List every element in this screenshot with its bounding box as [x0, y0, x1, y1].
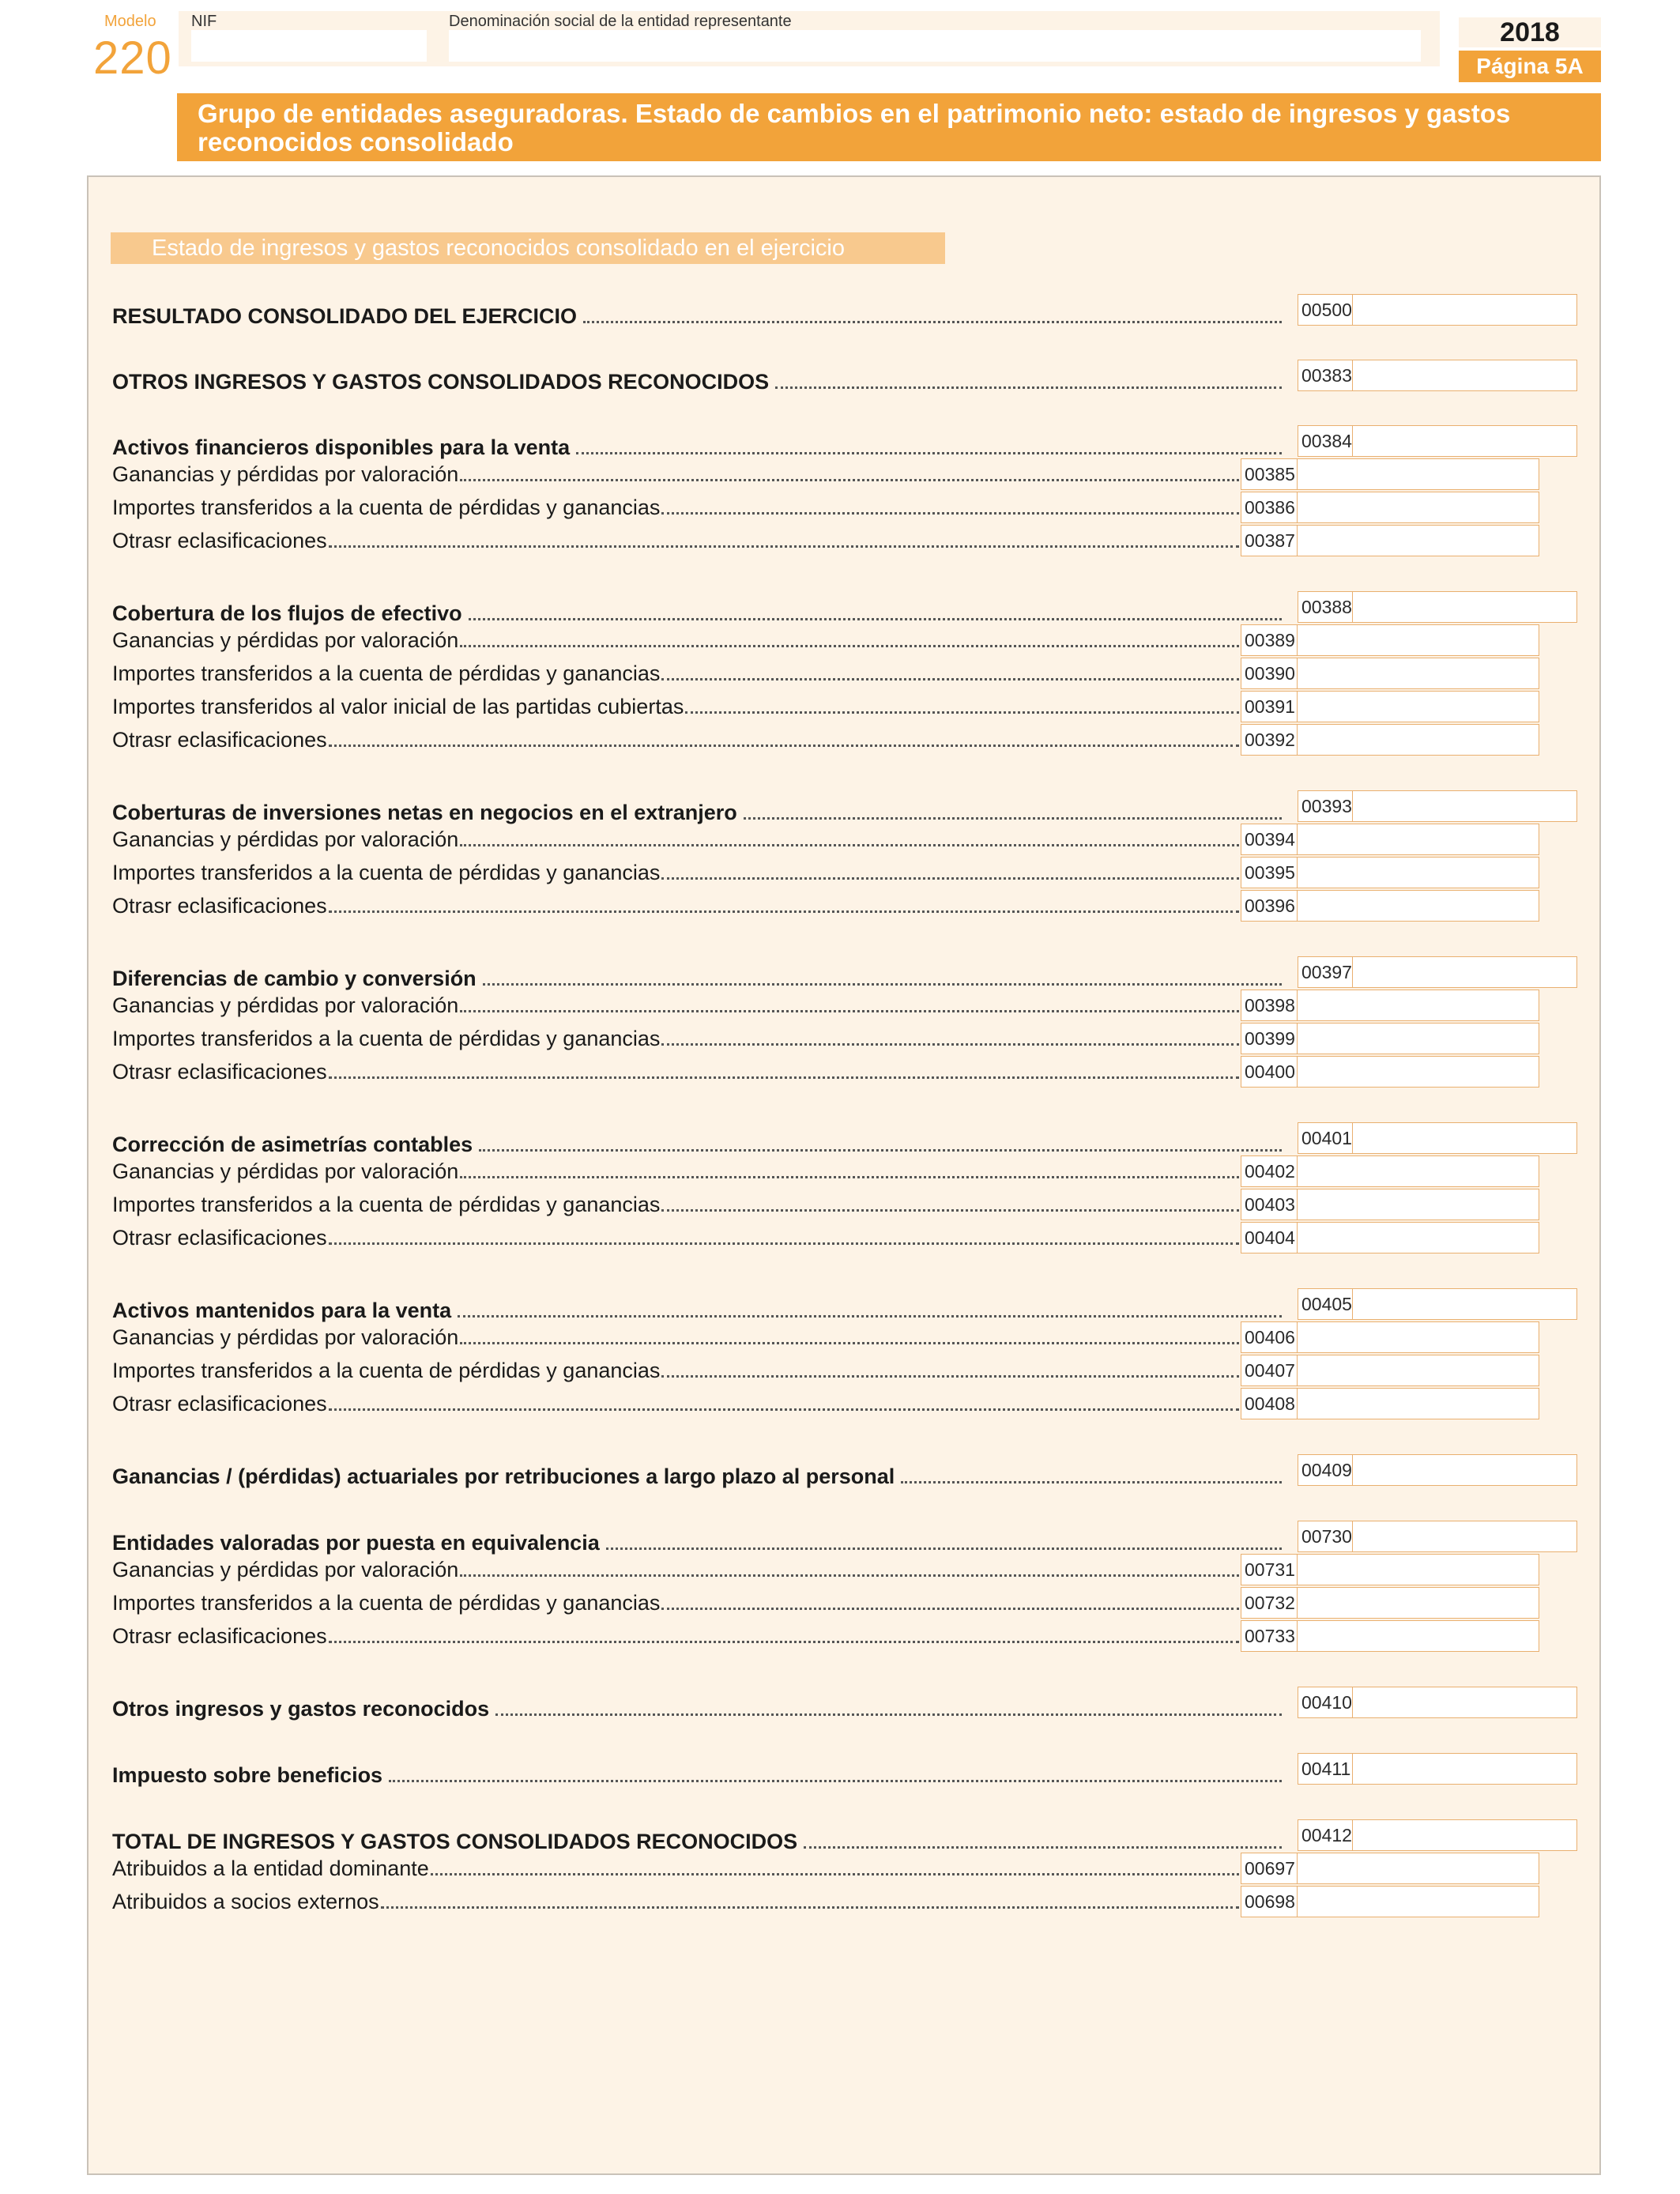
leader-dots	[901, 1481, 1282, 1483]
leader-dots	[460, 1342, 1239, 1344]
amount-field-00391[interactable]	[1298, 691, 1539, 722]
box-code: 00402	[1241, 1155, 1298, 1187]
row-label: Atribuidos a socios externos	[112, 1890, 379, 1913]
box-code: 00383	[1298, 360, 1353, 391]
amount-field-00384[interactable]	[1353, 425, 1577, 457]
row-label: Activos mantenidos para la venta	[112, 1299, 452, 1322]
nif-label: NIF	[191, 13, 217, 30]
box-code: 00386	[1241, 492, 1298, 523]
leader-dots	[775, 386, 1282, 389]
row-label: Ganancias y pérdidas por valoración	[112, 1159, 459, 1183]
leader-dots	[460, 844, 1239, 846]
row-label: Otrasr eclasificaciones	[112, 894, 327, 918]
row-label: Otrasr eclasificaciones	[112, 1226, 327, 1250]
row-label: TOTAL DE INGRESOS Y GASTOS CONSOLIDADOS RECONOCIDOS	[112, 1830, 798, 1853]
amount-field-00385[interactable]	[1298, 458, 1539, 490]
box-code: 00396	[1241, 890, 1298, 922]
section-title: Estado de ingresos y gastos reconocidos consolidado en el ejercicio	[111, 232, 945, 264]
row-label: Otrasr eclasificaciones	[112, 728, 327, 752]
leader-dots	[483, 983, 1282, 986]
leader-dots	[606, 1547, 1282, 1550]
box-code: 00412	[1298, 1819, 1353, 1851]
amount-field-00409[interactable]	[1353, 1454, 1577, 1486]
leader-dots	[661, 1043, 1239, 1046]
row-label: Ganancias y pérdidas por valoración	[112, 628, 459, 652]
leader-dots	[583, 321, 1282, 323]
amount-field-00698[interactable]	[1298, 1886, 1539, 1917]
denominacion-input[interactable]	[449, 30, 1421, 62]
leader-dots	[329, 1242, 1239, 1245]
form-title-line-2: reconocidos consolidado	[198, 127, 514, 156]
amount-field-00412[interactable]	[1353, 1819, 1577, 1851]
row-label: OTROS INGRESOS Y GASTOS CONSOLIDADOS RECONOCIDOS	[112, 370, 770, 394]
box-code: 00390	[1241, 658, 1298, 689]
amount-field-00383[interactable]	[1353, 360, 1577, 391]
leader-dots	[460, 1574, 1239, 1577]
box-code: 00401	[1298, 1122, 1353, 1154]
box-code: 00411	[1298, 1753, 1353, 1785]
row-label: Diferencias de cambio y conversión	[112, 967, 477, 990]
row-label: Importes transferidos a la cuenta de pérdidas y ganancias	[112, 1359, 661, 1382]
leader-dots	[329, 1641, 1239, 1643]
amount-field-00402[interactable]	[1298, 1155, 1539, 1187]
amount-field-00730[interactable]	[1353, 1521, 1577, 1552]
amount-field-00399[interactable]	[1298, 1023, 1539, 1054]
leader-dots	[495, 1713, 1282, 1716]
row-label: Importes transferidos al valor inicial de las partidas cubiertas	[112, 695, 684, 718]
amount-field-00392[interactable]	[1298, 724, 1539, 756]
row-label: Ganancias y pérdidas por valoración	[112, 827, 459, 851]
amount-field-00389[interactable]	[1298, 624, 1539, 656]
box-code: 00387	[1241, 525, 1298, 556]
row-label: Otrasr eclasificaciones	[112, 529, 327, 552]
modelo-label: Modelo	[104, 13, 156, 30]
box-code: 00730	[1298, 1521, 1353, 1552]
row-label: Ganancias y pérdidas por valoración	[112, 993, 459, 1017]
row-label: Importes transferidos a la cuenta de pérdidas y ganancias	[112, 861, 661, 884]
row-label: Otros ingresos y gastos reconocidos	[112, 1697, 490, 1721]
row-label: Importes transferidos a la cuenta de pérdidas y ganancias	[112, 1193, 661, 1216]
leader-dots	[458, 1315, 1282, 1318]
leader-dots	[661, 1375, 1239, 1378]
leader-dots	[381, 1906, 1239, 1909]
row-label: Otrasr eclasificaciones	[112, 1392, 327, 1416]
row-label: Importes transferidos a la cuenta de pérdidas y ganancias	[112, 1591, 661, 1615]
box-code: 00388	[1298, 591, 1353, 623]
page-label: Página 5A	[1459, 51, 1601, 82]
box-code: 00409	[1298, 1454, 1353, 1486]
leader-dots	[329, 910, 1239, 913]
leader-dots	[431, 1873, 1239, 1875]
amount-field-00398[interactable]	[1298, 990, 1539, 1021]
box-code: 00395	[1241, 857, 1298, 888]
amount-field-00410[interactable]	[1353, 1687, 1577, 1718]
amount-field-00408[interactable]	[1298, 1388, 1539, 1419]
leader-dots	[460, 479, 1239, 481]
amount-field-00393[interactable]	[1353, 790, 1577, 822]
denominacion-label: Denominación social de la entidad representante	[449, 13, 792, 30]
box-code: 00393	[1298, 790, 1353, 822]
box-code: 00403	[1241, 1189, 1298, 1220]
leader-dots	[389, 1780, 1282, 1782]
form-title	[177, 93, 1601, 161]
amount-field-00394[interactable]	[1298, 824, 1539, 855]
leader-dots	[661, 1209, 1239, 1212]
row-label: RESULTADO CONSOLIDADO DEL EJERCICIO	[112, 304, 578, 328]
amount-field-00387[interactable]	[1298, 525, 1539, 556]
amount-field-00405[interactable]	[1353, 1288, 1577, 1320]
leader-dots	[329, 1408, 1239, 1411]
row-label: Ganancias y pérdidas por valoración	[112, 462, 459, 486]
leader-dots	[661, 678, 1239, 680]
amount-field-00733[interactable]	[1298, 1620, 1539, 1652]
box-code: 00404	[1241, 1222, 1298, 1253]
box-code: 00389	[1241, 624, 1298, 656]
box-code: 00408	[1241, 1388, 1298, 1419]
box-code: 00384	[1298, 425, 1353, 457]
box-code: 00398	[1241, 990, 1298, 1021]
amount-field-00397[interactable]	[1353, 956, 1577, 988]
box-code: 00405	[1298, 1288, 1353, 1320]
row-label: Ganancias y pérdidas por valoración	[112, 1325, 459, 1349]
box-code: 00697	[1241, 1853, 1298, 1884]
leader-dots	[329, 745, 1239, 747]
row-label: Entidades valoradas por puesta en equivalencia	[112, 1531, 600, 1555]
amount-field-00697[interactable]	[1298, 1853, 1539, 1884]
box-code: 00410	[1298, 1687, 1353, 1718]
leader-dots	[460, 1176, 1239, 1178]
box-code: 00392	[1241, 724, 1298, 756]
row-label: Importes transferidos a la cuenta de pérdidas y ganancias	[112, 1027, 661, 1050]
row-label: Corrección de asimetrías contables	[112, 1133, 473, 1156]
row-label: Activos financieros disponibles para la venta	[112, 435, 571, 459]
amount-field-00390[interactable]	[1298, 658, 1539, 689]
amount-field-00386[interactable]	[1298, 492, 1539, 523]
leader-dots	[469, 618, 1282, 620]
leader-dots	[661, 877, 1239, 880]
box-code: 00400	[1241, 1056, 1298, 1088]
leader-dots	[460, 645, 1239, 647]
amount-field-00731[interactable]	[1298, 1554, 1539, 1585]
form-title-line-1: Grupo de entidades aseguradoras. Estado de cambios en el patrimonio neto: estado de ingresos y gastos	[198, 99, 1511, 128]
leader-dots	[744, 817, 1282, 820]
box-code: 00732	[1241, 1587, 1298, 1619]
row-label: Importes transferidos a la cuenta de pérdidas y ganancias	[112, 496, 661, 519]
amount-field-00500[interactable]	[1353, 294, 1577, 326]
leader-dots	[685, 711, 1239, 714]
row-label: Ganancias / (pérdidas) actuariales por retribuciones a largo plazo al personal	[112, 1465, 895, 1488]
row-label: Cobertura de los flujos de efectivo	[112, 601, 462, 625]
amount-field-00411[interactable]	[1353, 1753, 1577, 1785]
nif-input[interactable]	[191, 30, 427, 62]
amount-field-00407[interactable]	[1298, 1355, 1539, 1386]
amount-field-00404[interactable]	[1298, 1222, 1539, 1253]
leader-dots	[460, 1010, 1239, 1012]
leader-dots	[479, 1149, 1282, 1152]
year-badge: 2018	[1459, 17, 1601, 47]
amount-field-00401[interactable]	[1353, 1122, 1577, 1154]
amount-field-00732[interactable]	[1298, 1587, 1539, 1619]
leader-dots	[661, 512, 1239, 515]
box-code: 00385	[1241, 458, 1298, 490]
box-code: 00500	[1298, 294, 1353, 326]
box-code: 00391	[1241, 691, 1298, 722]
amount-field-00388[interactable]	[1353, 591, 1577, 623]
leader-dots	[576, 452, 1282, 454]
box-code: 00406	[1241, 1321, 1298, 1353]
leader-dots	[329, 545, 1239, 548]
box-code: 00733	[1241, 1620, 1298, 1652]
row-label: Atribuidos a la entidad dominante	[112, 1857, 429, 1880]
box-code: 00407	[1241, 1355, 1298, 1386]
box-code: 00397	[1298, 956, 1353, 988]
box-code: 00394	[1241, 824, 1298, 855]
leader-dots	[329, 1076, 1239, 1079]
row-label: Impuesto sobre beneficios	[112, 1763, 383, 1787]
row-label: Otrasr eclasificaciones	[112, 1060, 327, 1084]
row-label: Ganancias y pérdidas por valoración	[112, 1558, 459, 1581]
modelo-number: 220	[93, 32, 172, 84]
row-label: Coberturas de inversiones netas en negocios en el extranjero	[112, 801, 737, 824]
row-label: Otrasr eclasificaciones	[112, 1624, 327, 1648]
amount-field-00403[interactable]	[1298, 1189, 1539, 1220]
leader-dots	[804, 1846, 1282, 1849]
box-code: 00698	[1241, 1886, 1298, 1917]
row-label: Importes transferidos a la cuenta de pérdidas y ganancias	[112, 662, 661, 685]
amount-field-00396[interactable]	[1298, 890, 1539, 922]
amount-field-00395[interactable]	[1298, 857, 1539, 888]
box-code: 00731	[1241, 1554, 1298, 1585]
box-code: 00399	[1241, 1023, 1298, 1054]
amount-field-00406[interactable]	[1298, 1321, 1539, 1353]
leader-dots	[661, 1608, 1239, 1610]
amount-field-00400[interactable]	[1298, 1056, 1539, 1088]
